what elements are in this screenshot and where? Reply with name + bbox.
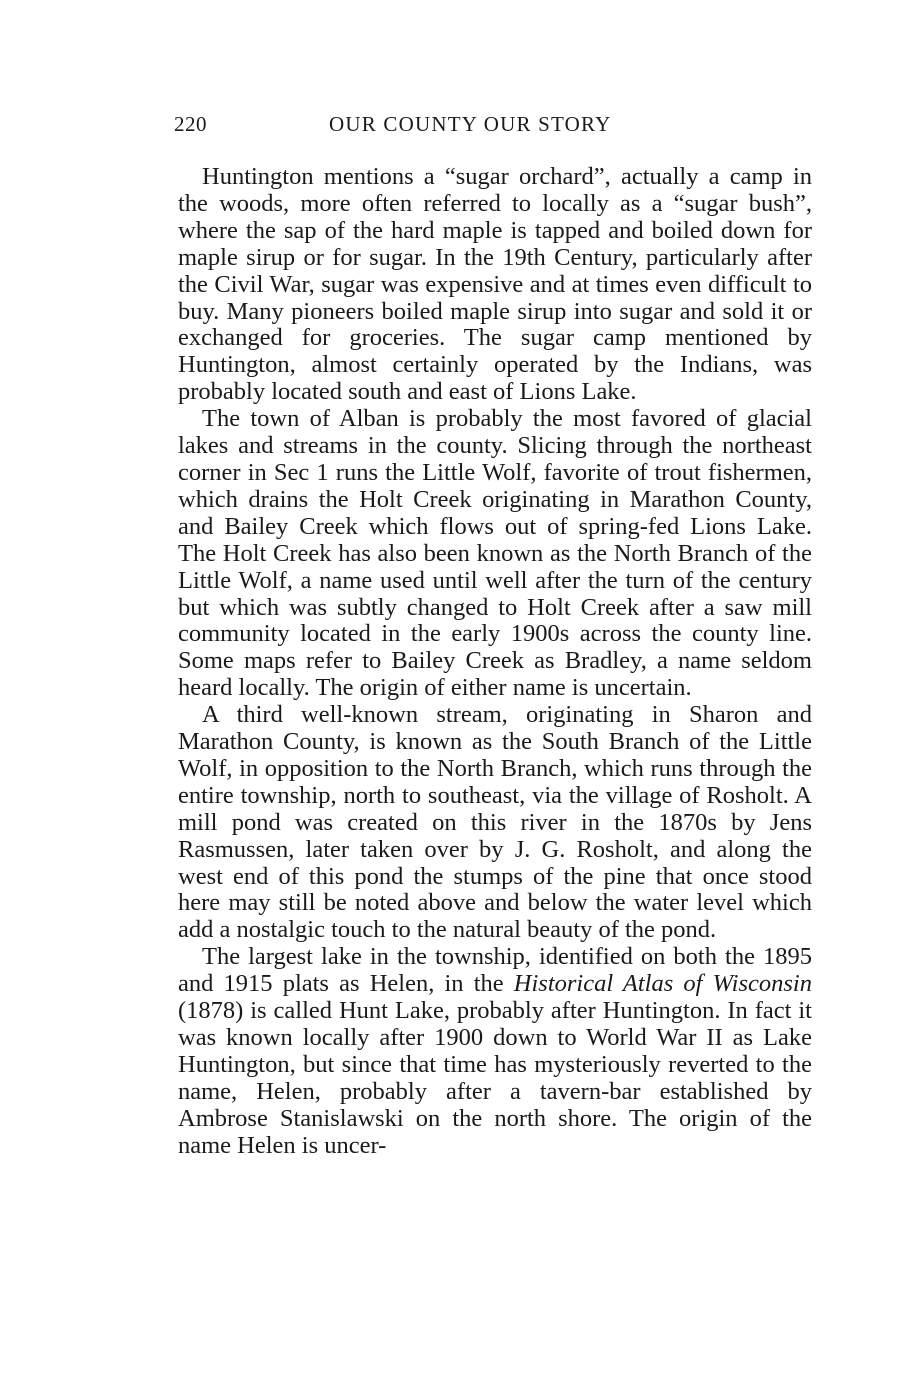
body-text — [178, 164, 812, 1160]
page-number: 220 — [174, 112, 207, 136]
paragraph-lake-helen-end: (1878) is called Hunt Lake, probably after Huntington. In fact it was known locally after 1900 down to World War II as Lake Huntington, but since that time has mysteriously reverted to the name, Helen, probably after a tavern-bar established by Ambrose Stanislawski on the north shore. The origin of the name Helen is uncer- — [178, 997, 812, 1159]
paragraph-lake-helen — [178, 944, 812, 1159]
paragraph-sugar-orchard: Huntington mentions a “sugar orchard”, actually a camp in the woods, more often referred to locally as a “sugar bush”, where the sap of the hard maple is tapped and boiled down for maple sirup or for sugar. In the 19th Century, particularly after the Civil War, sugar was expensive and at times even difficult to buy. Many pioneers boiled maple sirup into sugar and sold it or exchanged for groceries. The sugar camp mentioned by Huntington, almost certainly operated by the Indians, was probably located south and east of Lions Lake. — [178, 163, 812, 406]
paragraph-alban-lakes-streams: The town of Alban is probably the most favored of glacial lakes and streams in the county. Slicing through the northeast corner in Sec 1 runs the Little Wolf, favorite of trout fishermen, which drains the Holt Creek originating in Marathon County, and Bailey Creek which flows out of spring-fed Lions Lake. The Holt Creek has also been known as the North Branch of the Little Wolf, a name used until well after the turn of the century but which was subtly changed to Holt Creek after a saw mill community located in the early 1900s across the county line. Some maps refer to Bailey Creek as Bradley, a name seldom heard locally. The origin of either name is uncertain. — [178, 405, 812, 702]
paragraph-lake-helen-start: The largest lake in the township, identified on both the 1895 and 1915 plats as Helen, in the — [178, 943, 812, 998]
running-title: OUR COUNTY OUR STORY — [329, 112, 612, 136]
paragraph-south-branch: A third well-known stream, originating in Sharon and Marathon County, is known as the South Branch of the Little Wolf, in opposition to the North Branch, which runs through the entire township, north to southeast, via the village of Rosholt. A mill pond was created on this river in the 1870s by Jens Rasmussen, later taken over by J. G. Rosholt, and along the west end of this pond the stumps of the pine that once stood here may still be noted above and below the water level which add a nostalgic touch to the natural beauty of the pond. — [178, 701, 812, 944]
running-head — [174, 112, 814, 142]
atlas-title: Historical Atlas of Wisconsin — [513, 970, 812, 998]
